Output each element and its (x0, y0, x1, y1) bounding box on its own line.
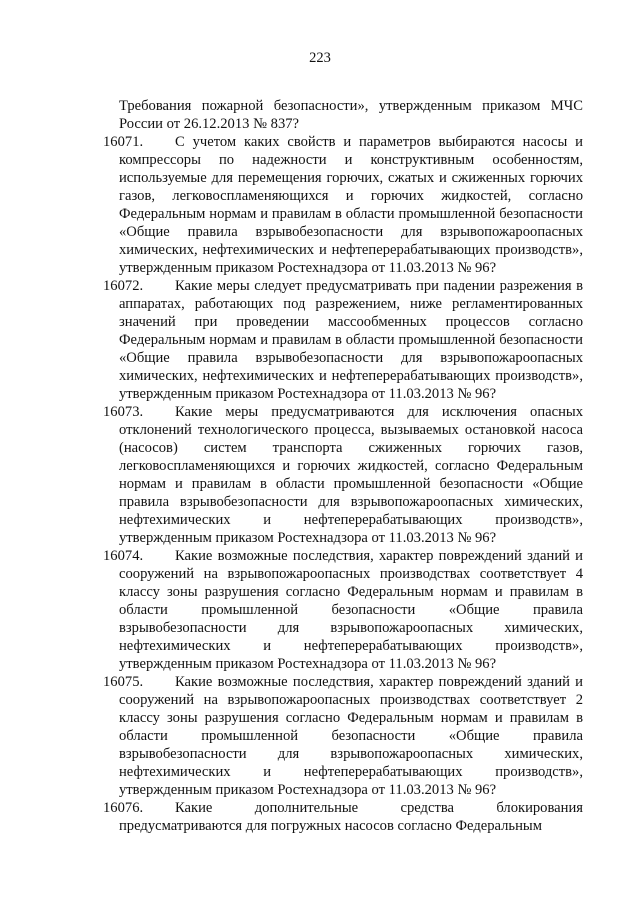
question-text: Какие возможные последствия, характер повреждений зданий и сооружений на взрывопожароопасных производствах соответствует 2 классу зоны разрушения согласно Федеральным нормам и правилам в области промышленной безопасности «Общие правила взрывобезопасности для взрывопожароопасных химических, нефтехимических и нефтеперерабатывающих производств», утвержденным приказом Ростехнадзора от 11.03.2013 № 96? (119, 674, 583, 798)
question-16076 (103, 799, 583, 835)
question-16074 (103, 547, 583, 673)
question-number: 16073. (103, 404, 144, 420)
question-text: Какие меры следует предусматривать при падении разрежения в аппаратах, работающих под разрежением, ниже регламентированных значений при проведении массообменных процессов согласно Федеральным нормам и правилам в области промышленной безопасности «Общие правила взрывобезопасности для взрывопожароопасных химических, нефтехимических и нефтеперерабатывающих производств», утвержденным приказом Ростехнадзора от 11.03.2013 № 96? (119, 278, 583, 402)
question-text: Какие возможные последствия, характер повреждений зданий и сооружений на взрывопожароопасных производствах соответствует 4 классу зоны разрушения согласно Федеральным нормам и правилам в области промышленной безопасности «Общие правила взрывобезопасности для взрывопожароопасных химических, нефтехимических и нефтеперерабатывающих производств», утвержденным приказом Ростехнадзора от 11.03.2013 № 96? (119, 548, 583, 672)
question-number: 16075. (103, 674, 144, 690)
page-number: 223 (309, 50, 331, 66)
question-16071 (103, 133, 583, 277)
question-text: Какие меры предусматриваются для исключения опасных отклонений технологического процесса, вызываемых остановкой насоса (насосов) систем транспорта сжиженных горючих газов, легковоспламеняющихся и горючих жидкостей, согласно Федеральным нормам и правилам в области промышленной безопасности «Общие правила взрывобезопасности для взрывопожароопасных химических, нефтехимических и нефтеперерабатывающих производств», утвержденным приказом Ростехнадзора от 11.03.2013 № 96? (119, 404, 583, 546)
question-16075 (103, 673, 583, 799)
question-16073 (103, 403, 583, 547)
question-number: 16076. (103, 800, 144, 816)
question-number: 16072. (103, 278, 144, 294)
question-text: Какие дополнительные средства блокирования предусматриваются для погружных насосов согласно Федеральным (119, 800, 583, 834)
question-number: 16074. (103, 548, 144, 564)
question-16072 (103, 277, 583, 403)
question-number: 16071. (103, 134, 144, 150)
intro-paragraph: Требования пожарной безопасности», утвержденным приказом МЧС России от 26.12.2013 № 837? (119, 98, 583, 132)
question-text: С учетом каких свойств и параметров выбираются насосы и компрессоры по надежности и конструктивным особенностям, используемые для перемещения горючих, сжатых и сжиженных горючих газов, легковоспламеняющихся и горючих жидкостей, согласно Федеральным нормам и правилам в области промышленной безопасности «Общие правила взрывобезопасности для взрывопожароопасных химических, нефтехимических и нефтеперерабатывающих производств», утвержденным приказом Ростехнадзора от 11.03.2013 № 96? (119, 134, 583, 276)
document-body (103, 97, 583, 835)
